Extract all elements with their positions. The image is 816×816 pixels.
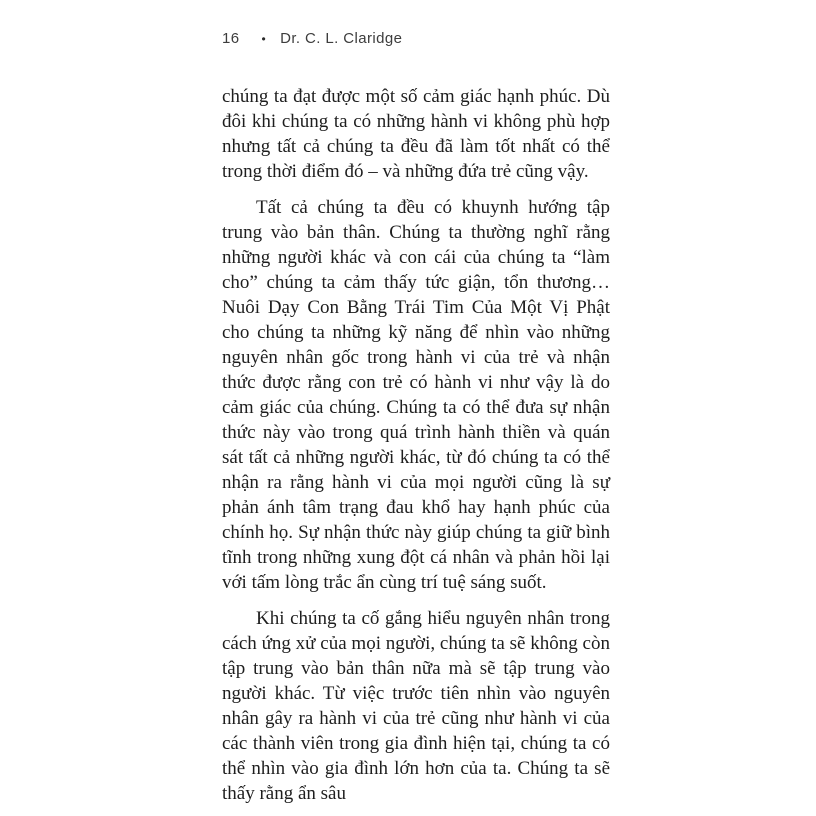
paragraph: Tất cả chúng ta đều có khuynh hướng tập trung vào bản thân. Chúng ta thường nghĩ rằng những người khác và con cái của chúng ta “làm cho” chúng ta cảm thấy tức giận, tổn thương… Nuôi Dạy Con Bằng Trái Tim Của Một Vị Phật cho chúng ta những kỹ năng để nhìn vào những nguyên nhân gốc trong hành vi của trẻ và nhận thức được rằng con trẻ có hành vi như vậy là do cảm giác của chúng. Chúng ta có thể đưa sự nhận thức này vào trong quá trình hành thiền và quán sát tất cả những người khác, từ đó chúng ta có thể nhận ra rằng hành vi của mọi người cũng là sự phản ánh tâm trạng đau khổ hay hạnh phúc của chính họ. Sự nhận thức này giúp chúng ta giữ bình tĩnh trong những xung đột cá nhân và phản hồi lại với tấm lòng trắc ẩn cùng trí tuệ sáng suốt. <box>222 197 610 593</box>
page-number: 16 <box>222 30 240 47</box>
paragraph: Khi chúng ta cố gắng hiểu nguyên nhân trong cách ứng xử của mọi người, chúng ta sẽ không còn tập trung vào bản thân nữa mà sẽ tập trung vào người khác. Từ việc trước tiên nhìn vào nguyên nhân gây ra hành vi của trẻ cũng như hành vi của các thành viên trong gia đình hiện tại, chúng ta có thể nhìn vào gia đình lớn hơn của ta. Chúng ta sẽ thấy rằng ẩn sâu <box>222 608 610 804</box>
bullet-icon: • <box>261 31 267 46</box>
running-header-author: Dr. C. L. Claridge <box>280 30 403 47</box>
page-header <box>222 30 402 47</box>
page-body <box>222 84 610 816</box>
paragraph: chúng ta đạt được một số cảm giác hạnh phúc. Dù đôi khi chúng ta có những hành vi không phù hợp nhưng tất cả chúng ta đều đã làm tốt nhất có thể trong thời điểm đó – và những đứa trẻ cũng vậy. <box>222 86 610 182</box>
